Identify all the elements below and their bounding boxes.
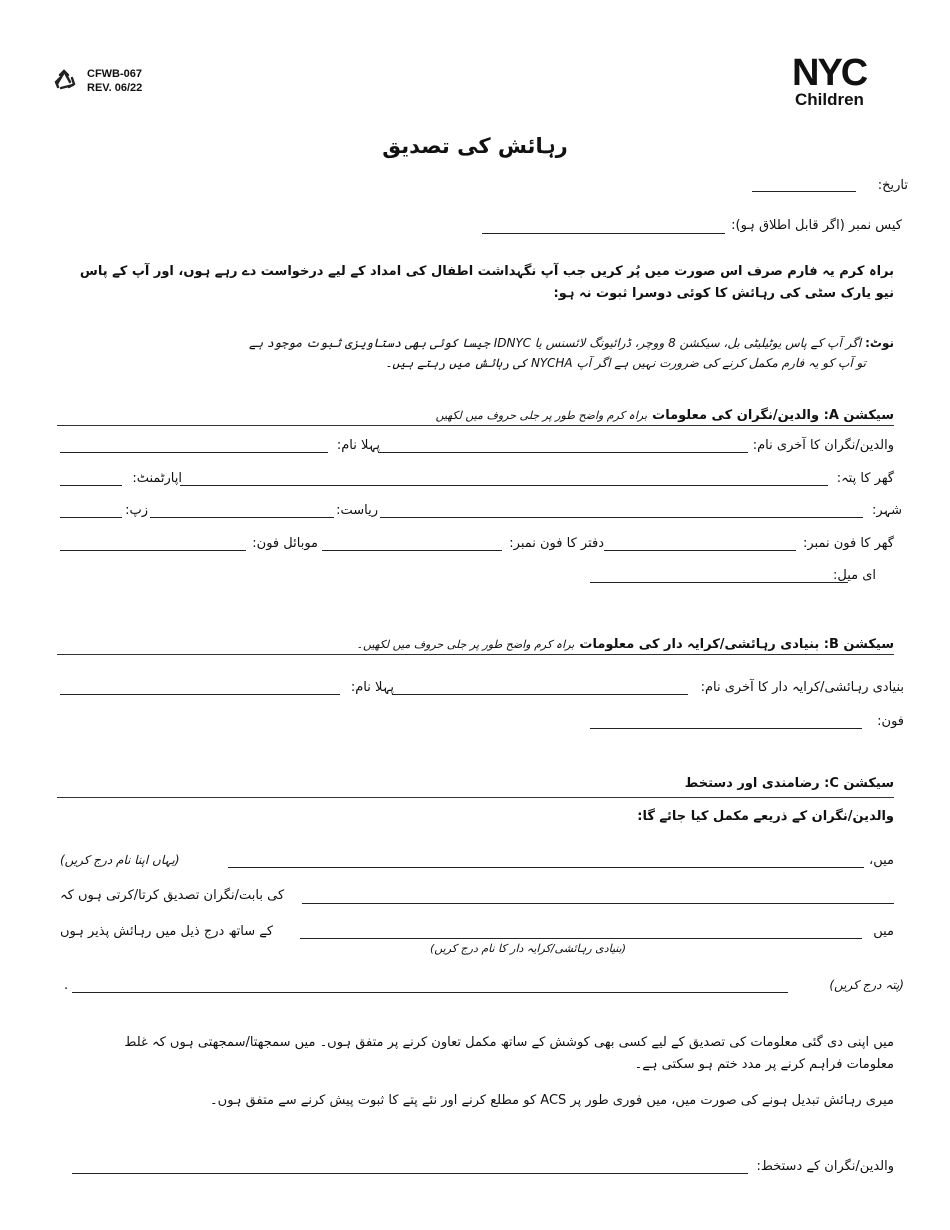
section-a-title: سیکشن A: والدین/نگران کی معلومات [652,408,894,423]
logo-children: Children [795,90,864,109]
section-a-rule [57,425,894,426]
intro-paragraph: براہ کرم یہ فارم صرف اس صورت میں پُر کریں جب آپ نگہداشت اطفال کی امداد کے لیے درخواست دے رہے ہوں، اور آپ کے پاس نیو یارک سٹی کی رہائش کا کوئی دوسرا ثبوت نہ ہو: [79,264,894,301]
tenant-name-consent-field[interactable] [300,938,862,939]
tenant-first-name-field[interactable] [60,694,340,695]
parent-name-hint: (یہاں اپنا نام درج کریں) [60,853,180,867]
apartment-label: اپارٹمنٹ: [132,471,182,486]
date-field[interactable] [752,191,856,192]
tenant-phone-field[interactable] [590,728,862,729]
tenant-name-hint: (بنیادی رہائشی/کرایہ دار کا نام درج کریں) [430,942,626,955]
relationship-field[interactable] [302,903,894,904]
zip-field[interactable] [60,517,122,518]
section-b-title: سیکشن B: بنیادی رہائشی/کرایہ دار کی معلومات [579,637,894,652]
note-line-2: تو آپ کو یہ فارم مکمل کرنے کی ضرورت نہیں ہے اگر آپ NYCHA کی رہائش میں رہتے ہیں۔ [385,356,866,370]
form-code: CFWB-067 [87,68,143,80]
city-field[interactable] [380,517,863,518]
home-phone-field[interactable] [604,550,796,551]
note-text-1: اگر آپ کے پاس یوٹیلیٹی بل، سیکشن 8 ووچر، ڈرائیونگ لائسنس یا IDNYC جیسا کوئی بھی دستاویزی ثبوت موجود ہے [249,336,862,350]
state-field[interactable] [150,517,334,518]
parent-last-name-field[interactable] [378,452,748,453]
parent-name-field[interactable] [228,867,864,868]
email-field[interactable] [590,582,848,583]
section-a-heading [436,404,894,423]
address-period: . [64,978,69,993]
consent-line-2-suffix: کی بابت/نگران تصدیق کرتا/کرتی ہوں کہ [60,888,285,903]
mobile-phone-label: موبائل فون: [252,536,318,551]
consent-paragraph-2: میری رہائش تبدیل ہونے کی صورت میں، میں فوری طور پر ACS کو مطلع کرنے اور نئے پتے کا ثبوت پیش کرنے سے متفق ہوں۔ [210,1093,894,1108]
home-address-label: گھر کا پتہ: [836,471,894,486]
page-title: رہائش کی تصدیق [382,134,568,158]
parent-first-name-field[interactable] [60,452,328,453]
home-address-field[interactable] [180,485,828,486]
work-phone-label: دفتر کا فون نمبر: [509,536,604,551]
apartment-field[interactable] [60,485,122,486]
case-number-field[interactable] [482,233,725,234]
note-label: نوٹ: [865,336,894,350]
form-revision: REV. 06/22 [87,82,143,94]
mobile-phone-field[interactable] [60,550,246,551]
consent-paragraph-1: میں اپنی دی گئی معلومات کی تصدیق کے لیے کسی بھی کوشش کے ساتھ مکمل تعاون کرنے پر متفق ہوں۔ میں سمجھتا/سمجھتی ہوں کہ غلط معلومات فراہم کرنے پر مدد ختم ہو سکتی ہے۔ [124,1035,894,1072]
tenant-last-name-label: بنیادی رہائشی/کرایہ دار کا آخری نام: [700,680,904,695]
signature-label: والدین/نگران کے دستخط: [756,1159,894,1174]
section-b-heading [357,633,895,652]
note-line-1 [58,333,894,353]
consent-address-field[interactable] [72,992,788,993]
zip-label: زپ: [125,503,148,518]
section-b-instruction: براہ کرم واضح طور پر جلی حروف میں لکھیں۔ [356,638,575,651]
section-a-instruction: براہ کرم واضح طور پر جلی حروف میں لکھیں [435,409,648,422]
section-c-title: سیکشن C: رضامندی اور دستخط [684,776,894,791]
logo-nyc: NYC [792,52,867,94]
section-c-rule [57,797,894,798]
section-c-subtitle: والدین/نگران کے ذریعے مکمل کیا جائے گا: [637,809,894,824]
address-hint: (پتہ درج کریں) [829,978,904,992]
section-b-rule [57,654,894,655]
tenant-phone-label: فون: [877,714,904,729]
tenant-first-name-label: پہلا نام: [350,680,394,695]
home-phone-label: گھر کا فون نمبر: [803,536,894,551]
recycle-icon [52,68,78,94]
case-number-label: کیس نمبر (اگر قابل اطلاق ہو): [731,218,902,233]
city-label: شہر: [871,503,902,518]
work-phone-field[interactable] [322,550,502,551]
signature-field[interactable] [72,1173,748,1174]
state-label: ریاست: [336,503,378,518]
email-label: ای میل: [832,568,876,583]
nyc-children-logo [792,52,892,110]
consent-line-1-prefix: میں، [869,853,894,868]
parent-first-name-label: پہلا نام: [336,438,380,453]
date-label: تاریخ: [877,178,908,193]
consent-line-3-suffix: کے ساتھ درج ذیل میں رہائش پذیر ہوں [60,924,274,939]
consent-line-3-prefix: میں [873,924,894,939]
parent-last-name-label: والدین/نگران کا آخری نام: [752,438,894,453]
tenant-last-name-field[interactable] [392,694,688,695]
